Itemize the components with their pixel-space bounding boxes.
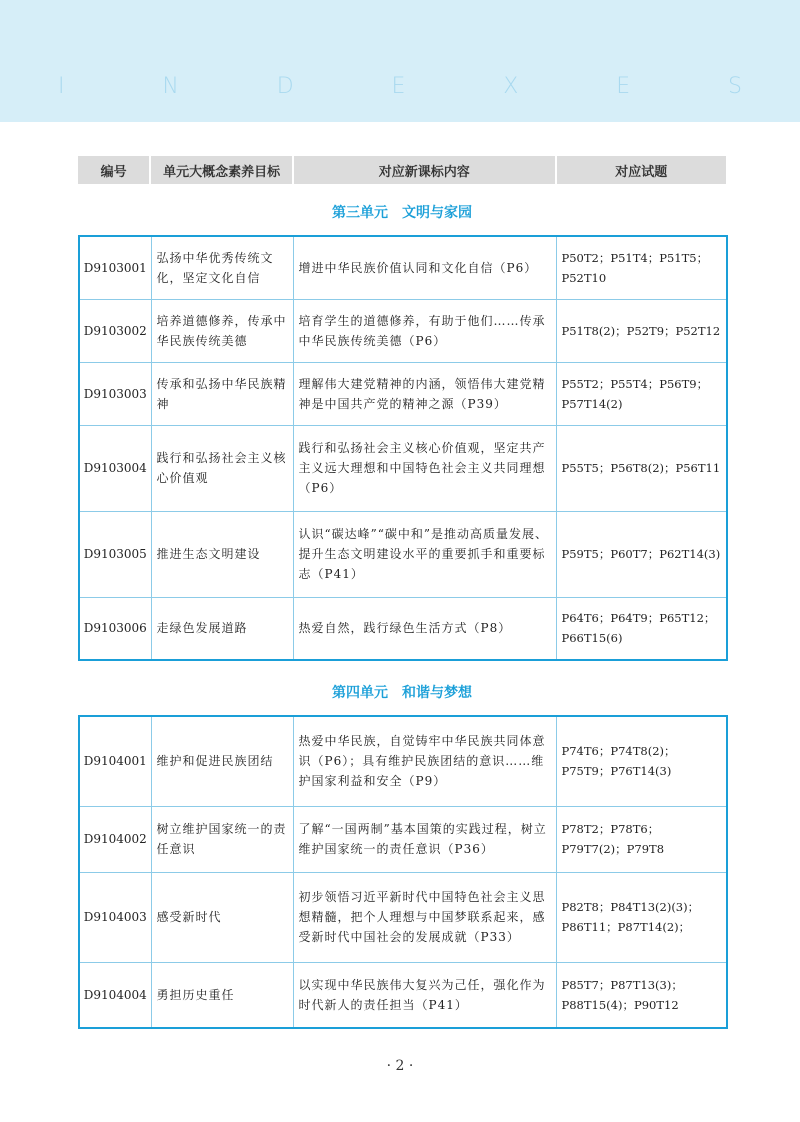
row-content: 了解“一国两制”基本国策的实践过程，树立维护国家统一的责任意识（P36） bbox=[293, 806, 556, 872]
row-questions: P55T5；P56T8(2)；P56T11 bbox=[556, 425, 727, 511]
row-goal: 传承和弘扬中华民族精神 bbox=[151, 362, 293, 425]
header-content: 对应新课标内容 bbox=[294, 156, 557, 184]
row-questions: P55T2；P55T4；P56T9；P57T14(2) bbox=[556, 362, 727, 425]
row-code: D9104003 bbox=[79, 872, 151, 962]
row-goal: 践行和弘扬社会主义核心价值观 bbox=[151, 425, 293, 511]
banner-letter: S bbox=[727, 74, 742, 99]
table-row bbox=[79, 425, 727, 511]
row-questions: P59T5；P60T7；P62T14(3) bbox=[556, 511, 727, 597]
banner-letter: I bbox=[58, 74, 65, 99]
row-goal: 勇担历史重任 bbox=[151, 962, 293, 1028]
row-goal: 弘扬中华优秀传统文化，坚定文化自信 bbox=[151, 236, 293, 299]
row-goal: 感受新时代 bbox=[151, 872, 293, 962]
page-number: · 2 · bbox=[386, 1058, 414, 1074]
banner-title-indexes bbox=[58, 74, 742, 99]
row-content: 初步领悟习近平新时代中国特色社会主义思想精髓，把个人理想与中国梦联系起来，感受新时代中国社会的发展成就（P33） bbox=[293, 872, 556, 962]
row-code: D9103002 bbox=[79, 299, 151, 362]
unit-four-table bbox=[78, 715, 728, 1029]
header-code: 编号 bbox=[78, 156, 151, 184]
table-row bbox=[79, 299, 727, 362]
header-banner bbox=[0, 0, 800, 122]
table-row bbox=[79, 872, 727, 962]
row-code: D9104002 bbox=[79, 806, 151, 872]
table-row bbox=[79, 511, 727, 597]
row-content: 培育学生的道德修养，有助于他们……传承中华民族传统美德（P6） bbox=[293, 299, 556, 362]
row-content: 热爱自然，践行绿色生活方式（P8） bbox=[293, 597, 556, 660]
row-content: 以实现中华民族伟大复兴为己任，强化作为时代新人的责任担当（P41） bbox=[293, 962, 556, 1028]
row-content: 增进中华民族价值认同和文化自信（P6） bbox=[293, 236, 556, 299]
banner-letter: D bbox=[276, 74, 294, 99]
table-row bbox=[79, 597, 727, 660]
unit-three-title: 第三单元 文明与家园 bbox=[332, 205, 472, 221]
table-row bbox=[79, 716, 727, 806]
row-questions: P51T8(2)；P52T9；P52T12 bbox=[556, 299, 727, 362]
table-row bbox=[79, 362, 727, 425]
header-goal: 单元大概念素养目标 bbox=[151, 156, 294, 184]
header-questions: 对应试题 bbox=[615, 164, 668, 180]
unit-four-title: 第四单元 和谐与梦想 bbox=[332, 685, 472, 701]
row-code: D9103004 bbox=[79, 425, 151, 511]
row-questions: P64T6；P64T9；P65T12；P66T15(6) bbox=[556, 597, 727, 660]
row-code: D9103001 bbox=[79, 236, 151, 299]
row-questions: P78T2；P78T6；P79T7(2)；P79T8 bbox=[556, 806, 727, 872]
row-code: D9103003 bbox=[79, 362, 151, 425]
row-code: D9103006 bbox=[79, 597, 151, 660]
banner-letter: E bbox=[616, 74, 631, 99]
row-goal: 推进生态文明建设 bbox=[151, 511, 293, 597]
row-questions: P82T8；P84T13(2)(3)；P86T11；P87T14(2)； bbox=[556, 872, 727, 962]
row-questions: P74T6；P74T8(2)；P75T9；P76T14(3) bbox=[556, 716, 727, 806]
row-questions: P50T2；P51T4；P51T5；P52T10 bbox=[556, 236, 727, 299]
banner-letter: E bbox=[391, 74, 406, 99]
row-code: D9103005 bbox=[79, 511, 151, 597]
banner-letter: X bbox=[503, 74, 519, 99]
row-goal: 走绿色发展道路 bbox=[151, 597, 293, 660]
table-row bbox=[79, 806, 727, 872]
row-content: 认识“碳达峰”“碳中和”是推动高质量发展、提升生态文明建设水平的重要抓手和重要标志（P41） bbox=[293, 511, 556, 597]
row-goal: 培养道德修养，传承中华民族传统美德 bbox=[151, 299, 293, 362]
table-row bbox=[79, 962, 727, 1028]
row-goal: 维护和促进民族团结 bbox=[151, 716, 293, 806]
table-header bbox=[78, 156, 726, 184]
row-goal: 树立维护国家统一的责任意识 bbox=[151, 806, 293, 872]
row-code: D9104001 bbox=[79, 716, 151, 806]
unit-three-table bbox=[78, 235, 728, 661]
row-code: D9104004 bbox=[79, 962, 151, 1028]
row-content: 践行和弘扬社会主义核心价值观，坚定共产主义远大理想和中国特色社会主义共同理想（P6） bbox=[293, 425, 556, 511]
row-questions: P85T7；P87T13(3)；P88T15(4)；P90T12 bbox=[556, 962, 727, 1028]
banner-letter: N bbox=[162, 74, 179, 99]
row-content: 热爱中华民族，自觉铸牢中华民族共同体意识（P6）；具有维护民族团结的意识……维护国家利益和安全（P9） bbox=[293, 716, 556, 806]
table-row bbox=[79, 236, 727, 299]
row-content: 理解伟大建党精神的内涵，领悟伟大建党精神是中国共产党的精神之源（P39） bbox=[293, 362, 556, 425]
